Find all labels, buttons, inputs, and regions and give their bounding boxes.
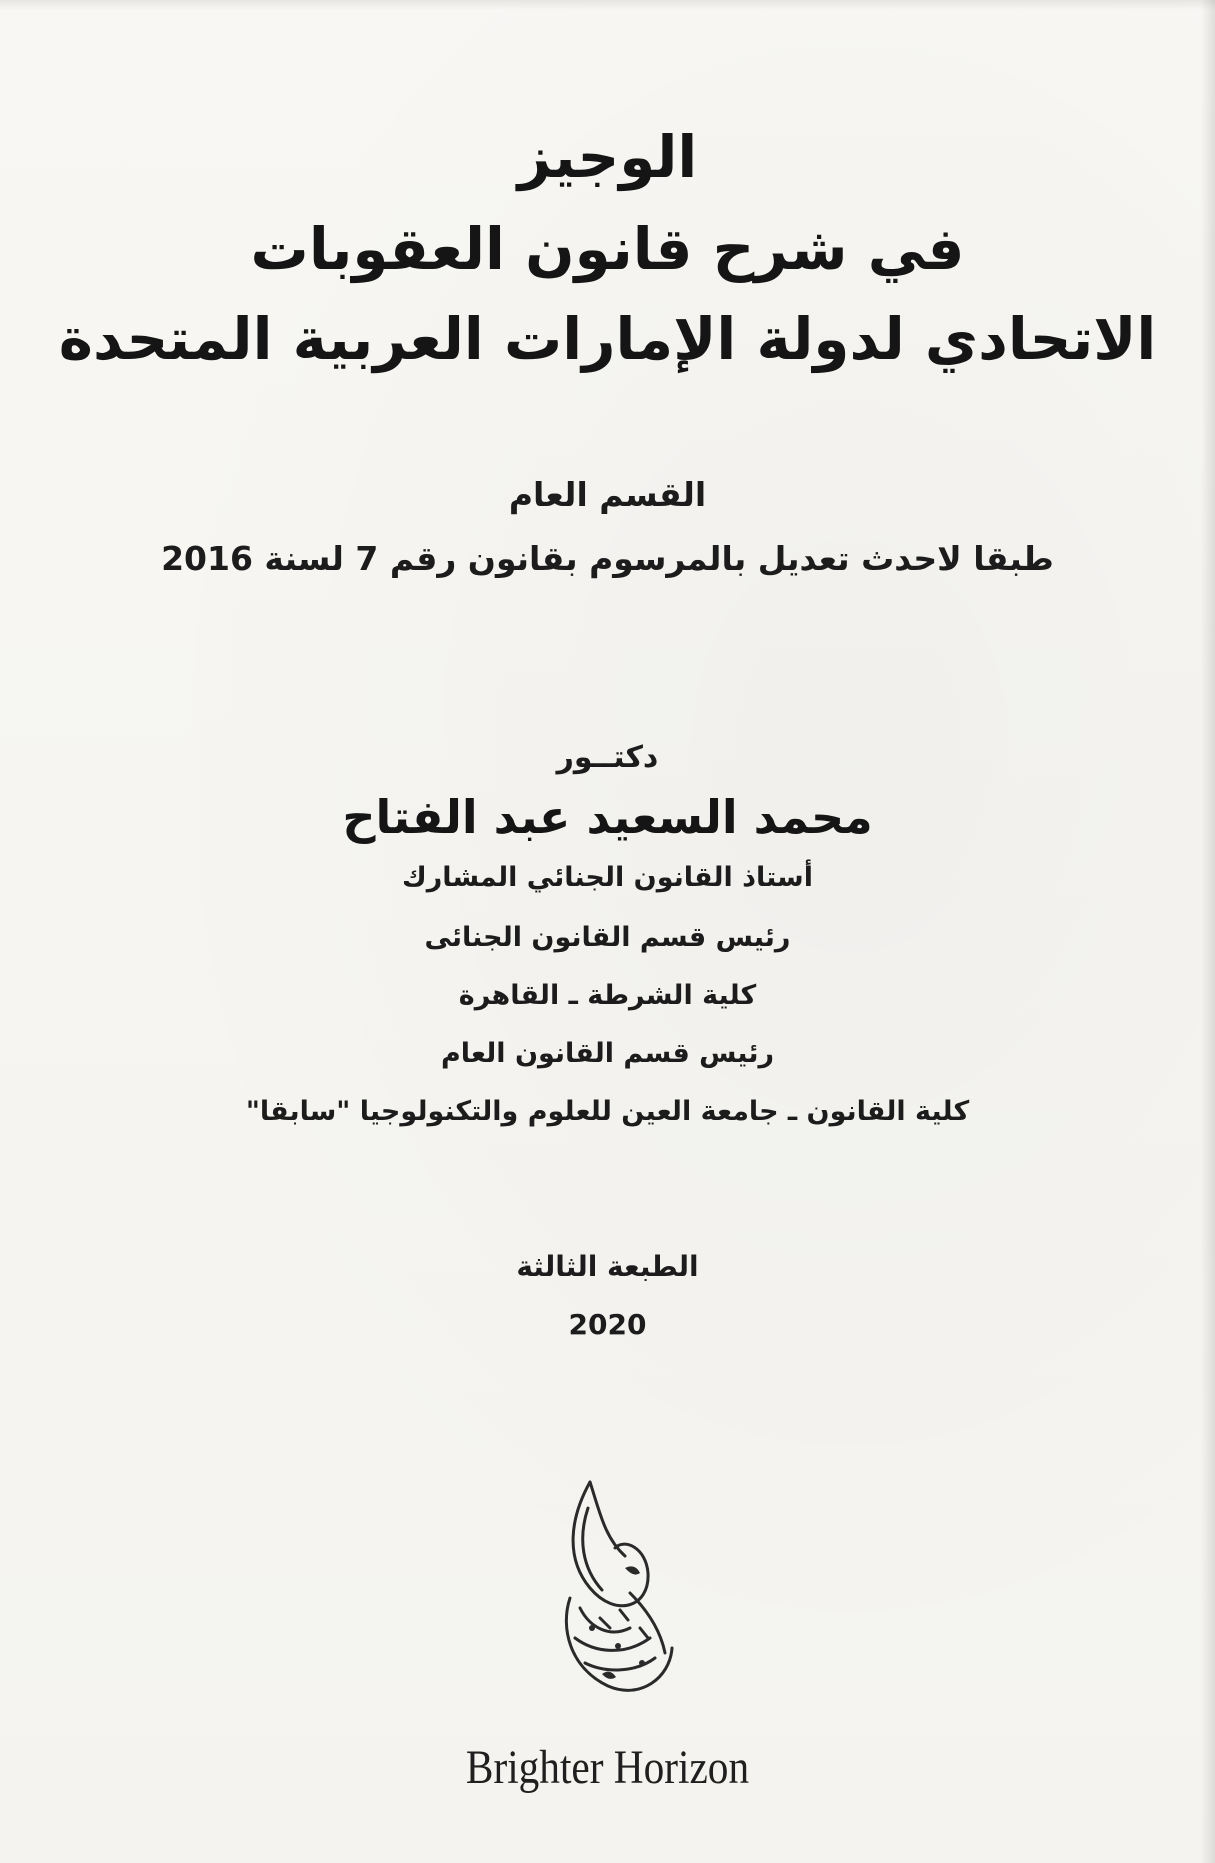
author-title-2: رئيس قسم القانون الجنائى (424, 922, 791, 953)
publisher-name: Brighter Horizon (465, 1741, 750, 1794)
book-title-line-1: الوجيز (517, 123, 698, 191)
author-label: دكتــور (556, 740, 659, 775)
section-note: طبقا لاحدث تعديل بالمرسوم بقانون رقم 7 لسنة 2016 (161, 539, 1054, 578)
book-title-line-2: في شرح قانون العقوبات (250, 215, 965, 283)
author-title-1: أستاذ القانون الجنائي المشارك (402, 862, 813, 893)
edition-label: الطبعة الثالثة (516, 1250, 699, 1283)
author-name: محمد السعيد عبد الفتاح (342, 790, 873, 844)
page-edge-top (0, 0, 1215, 10)
author-title-3: كلية الشرطة ـ القاهرة (458, 980, 757, 1011)
author-title-4: رئيس قسم القانون العام (440, 1038, 775, 1069)
author-title-5: كلية القانون ـ جامعة العين للعلوم والتكنولوجيا "سابقا" (245, 1096, 970, 1127)
section-name: القسم العام (508, 475, 707, 514)
book-title-line-3: الاتحادي لدولة الإمارات العربية المتحدة (58, 305, 1157, 373)
calligraphy-logo-icon (530, 1478, 685, 1703)
edition-year: 2020 (568, 1308, 647, 1341)
